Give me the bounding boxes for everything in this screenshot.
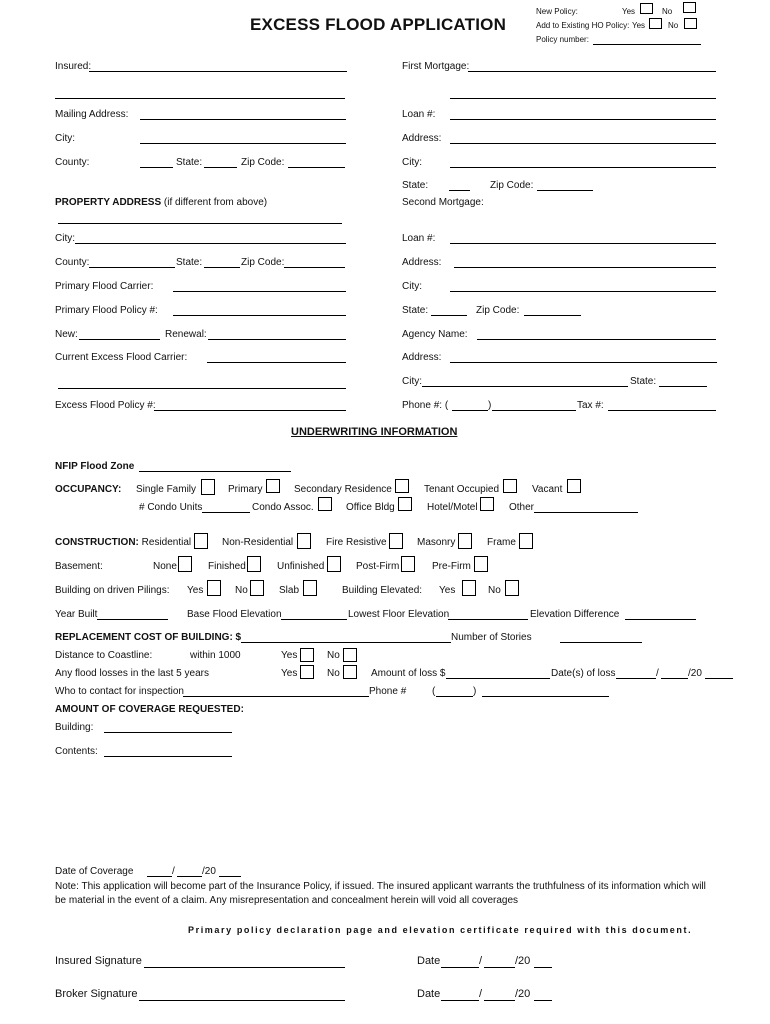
first-mortgage-field[interactable] (468, 59, 716, 72)
replacement-cost-label: REPLACEMENT COST OF BUILDING: $ (55, 632, 242, 643)
flood-losses-label: Any flood losses in the last 5 years (55, 668, 209, 679)
second-mortgage-zip-label: Zip Code: (476, 305, 520, 316)
construction-label: CONSTRUCTION: Residential (55, 537, 192, 548)
insured-line2-field[interactable] (55, 86, 345, 99)
year-built-label: Year Built (55, 609, 98, 620)
first-mortgage-line2-field[interactable] (450, 86, 716, 99)
agency-fax-label: Tax #: (577, 400, 604, 411)
broker-signature-field[interactable] (139, 986, 345, 1001)
agency-state-field[interactable] (659, 374, 707, 387)
first-mortgage-state-field[interactable] (449, 178, 470, 191)
coverage-building-field[interactable] (104, 720, 232, 733)
new-policy-no-label: No (662, 7, 673, 16)
slab-label: Slab (279, 585, 300, 596)
elevated-label: Building Elevated: (342, 585, 423, 596)
excess-carrier-label: Current Excess Flood Carrier: (55, 352, 188, 363)
loss-year-prefix: /20 (688, 668, 702, 679)
insured-date-label: Date (417, 955, 441, 967)
loss-slash: / (656, 668, 659, 679)
replacement-cost-field[interactable] (241, 630, 451, 643)
date-coverage-label: Date of Coverage (55, 866, 134, 877)
property-state-field[interactable] (204, 255, 240, 268)
first-mortgage-address-label: Address: (402, 133, 442, 144)
new-field[interactable] (79, 327, 160, 340)
contact-phone-area-field[interactable] (436, 684, 473, 697)
occupancy-label: OCCUPANCY: (55, 484, 122, 495)
property-zip-field[interactable] (284, 255, 345, 268)
mailing-address-field[interactable] (140, 107, 346, 120)
broker-date-label: Date (417, 988, 441, 1000)
agency-name-label: Agency Name: (402, 329, 468, 340)
coverage-year-field[interactable] (219, 864, 241, 877)
insured-date-day-field[interactable] (484, 953, 515, 968)
insured-signature-label: Insured Signature (55, 955, 142, 967)
stories-field[interactable] (560, 630, 642, 643)
single-family-checkbox[interactable] (201, 479, 215, 495)
agency-name-field[interactable] (477, 327, 716, 340)
basement-finished-checkbox[interactable] (247, 556, 261, 572)
coverage-contents-label: Contents: (55, 746, 98, 757)
first-mortgage-state-label: State: (402, 180, 429, 191)
other-field[interactable] (534, 500, 638, 513)
note-line2: be material in the event of a claim. Any misrepresentation and concealment herein will void all coverages (55, 895, 519, 906)
fire-resistive-label: Fire Resistive (326, 537, 387, 548)
broker-date-slash: / (479, 988, 483, 1000)
insured-date-year-prefix: /20 (515, 955, 531, 967)
second-mortgage-state-label: State: (402, 305, 429, 316)
frame-checkbox[interactable] (519, 533, 533, 549)
condo-assoc-label: Condo Assoc. (252, 502, 314, 513)
contact-phone-paren-open: ( (432, 686, 436, 697)
agency-address-label: Address: (402, 352, 442, 363)
fire-resistive-checkbox[interactable] (389, 533, 403, 549)
coastline-label: Distance to Coastline: (55, 650, 153, 661)
excess-carrier-line2-field[interactable] (58, 376, 346, 389)
elevation-diff-field[interactable] (625, 607, 696, 620)
second-mortgage-address-field[interactable] (454, 255, 716, 268)
hotel-motel-label: Hotel/Motel (427, 502, 478, 513)
agency-phone-field[interactable] (492, 398, 576, 411)
excess-carrier-field[interactable] (207, 350, 346, 363)
new-label: New: (55, 329, 78, 340)
second-mortgage-city-field[interactable] (450, 279, 716, 292)
coverage-year-prefix: /20 (202, 866, 216, 877)
add-existing-no-checkbox[interactable] (684, 18, 697, 29)
property-state-label: State: (176, 257, 203, 268)
post-firm-checkbox[interactable] (401, 556, 415, 572)
coastline-yes-label: Yes (281, 650, 298, 661)
insured-city-field[interactable] (140, 131, 346, 144)
property-city-field[interactable] (75, 231, 346, 244)
agency-city-label: City: (402, 376, 422, 387)
lowest-floor-label: Lowest Floor Elevation (348, 609, 450, 620)
contact-phone-paren-close: ) (473, 686, 477, 697)
condo-units-field[interactable] (202, 500, 250, 513)
pilings-yes-label: Yes (187, 585, 204, 596)
second-mortgage-address-label: Address: (402, 257, 442, 268)
elevated-no-label: No (488, 585, 501, 596)
second-mortgage-state-field[interactable] (431, 303, 467, 316)
insured-zip-label: Zip Code: (241, 157, 285, 168)
basement-unfinished-label: Unfinished (277, 561, 325, 572)
non-residential-checkbox[interactable] (297, 533, 311, 549)
pilings-no-checkbox[interactable] (250, 580, 264, 596)
year-built-field[interactable] (97, 607, 168, 620)
add-existing-no-label: No (668, 21, 679, 30)
property-county-label: County: (55, 257, 90, 268)
insured-state-field[interactable] (204, 155, 237, 168)
insured-zip-field[interactable] (288, 155, 345, 168)
insured-county-label: County: (55, 157, 90, 168)
contact-field[interactable] (183, 684, 369, 697)
tenant-occupied-label: Tenant Occupied (424, 484, 500, 495)
stories-label: Number of Stories (451, 632, 532, 643)
nfip-label: NFIP Flood Zone (55, 461, 135, 472)
insured-date-year-field[interactable] (534, 953, 552, 968)
second-loan-field[interactable] (450, 231, 716, 244)
new-policy-no-checkbox[interactable] (683, 2, 696, 13)
coastline-no-label: No (327, 650, 340, 661)
contact-phone-field[interactable] (482, 684, 609, 697)
other-label: Other (509, 502, 535, 513)
agency-address-field[interactable] (450, 350, 717, 363)
pre-firm-label: Pre-Firm (432, 561, 471, 572)
lowest-floor-field[interactable] (448, 607, 528, 620)
broker-date-year-prefix: /20 (515, 988, 531, 1000)
insured-state-label: State: (176, 157, 203, 168)
new-policy-yes-label: Yes (622, 7, 636, 16)
elevated-yes-label: Yes (439, 585, 456, 596)
first-mortgage-address-field[interactable] (450, 131, 716, 144)
broker-date-month-field[interactable] (441, 986, 479, 1001)
loss-year-field[interactable] (705, 666, 733, 679)
excess-policy-label: Excess Flood Policy #: (55, 400, 156, 411)
condo-units-label: # Condo Units (139, 502, 203, 513)
residential-checkbox[interactable] (194, 533, 208, 549)
dates-loss-label: Date(s) of loss (551, 668, 616, 679)
nfip-zone-field[interactable] (139, 459, 291, 472)
second-mortgage-label: Second Mortgage: (402, 197, 484, 208)
note-line1: Note: This application will become part of the Insurance Policy, if issued. The insured applicant warrants the truthfulness of its information which will (55, 881, 706, 892)
renewal-label: Renewal: (165, 329, 207, 340)
coastline-yes-checkbox[interactable] (300, 648, 314, 662)
base-flood-field[interactable] (281, 607, 347, 620)
secondary-residence-label: Secondary Residence (294, 484, 392, 495)
broker-signature-label: Broker Signature (55, 988, 138, 1000)
required-docs-notice: Primary policy declaration page and elevation certificate required with this document. (188, 925, 693, 935)
primary-checkbox[interactable] (266, 479, 280, 493)
elevation-diff-label: Elevation Difference (530, 609, 620, 620)
basement-finished-label: Finished (208, 561, 246, 572)
masonry-checkbox[interactable] (458, 533, 472, 549)
coverage-day-field[interactable] (177, 864, 202, 877)
contact-phone-label: Phone # (369, 686, 407, 697)
underwriting-heading: UNDERWRITING INFORMATION (291, 426, 458, 438)
losses-yes-checkbox[interactable] (300, 665, 314, 679)
property-address-field[interactable] (58, 211, 342, 224)
loss-day-field[interactable] (661, 666, 688, 679)
within-1000-label: within 1000 (190, 650, 241, 661)
basement-unfinished-checkbox[interactable] (327, 556, 341, 572)
agency-city-field[interactable] (422, 374, 628, 387)
contact-label: Who to contact for inspection (55, 686, 184, 697)
elevated-yes-checkbox[interactable] (462, 580, 476, 596)
vacant-label: Vacant (532, 484, 563, 495)
coverage-heading: AMOUNT OF COVERAGE REQUESTED: (55, 704, 244, 715)
pre-firm-checkbox[interactable] (474, 556, 488, 572)
basement-label: Basement: (55, 561, 103, 572)
amount-loss-field[interactable] (446, 666, 550, 679)
amount-loss-label: Amount of loss $ (371, 668, 446, 679)
losses-no-checkbox[interactable] (343, 665, 357, 679)
primary-label: Primary (228, 484, 263, 495)
insured-county-field[interactable] (140, 155, 173, 168)
pilings-label: Building on driven Pilings: (55, 585, 170, 596)
agency-state-label: State: (630, 376, 657, 387)
primary-policy-label: Primary Flood Policy #: (55, 305, 158, 316)
first-mortgage-zip-field[interactable] (537, 178, 593, 191)
primary-carrier-label: Primary Flood Carrier: (55, 281, 154, 292)
primary-policy-field[interactable] (173, 303, 346, 316)
condo-assoc-checkbox[interactable] (318, 497, 332, 511)
first-mortgage-zip-label: Zip Code: (490, 180, 534, 191)
policy-number-field[interactable] (593, 32, 701, 45)
agency-phone-paren: ) (488, 400, 492, 411)
add-existing-yes-checkbox[interactable] (649, 18, 662, 29)
mailing-address-label: Mailing Address: (55, 109, 129, 120)
second-mortgage-zip-field[interactable] (524, 303, 581, 316)
basement-none-label: None (153, 561, 177, 572)
add-existing-yes-label: Yes (632, 21, 646, 30)
agency-fax-field[interactable] (608, 398, 716, 411)
add-existing-label: Add to Existing HO Policy: (536, 21, 630, 30)
tenant-occupied-checkbox[interactable] (503, 479, 517, 493)
secondary-residence-checkbox[interactable] (395, 479, 409, 493)
insured-signature-field[interactable] (144, 953, 345, 968)
pilings-no-label: No (235, 585, 248, 596)
slab-checkbox[interactable] (303, 580, 317, 596)
non-residential-label: Non-Residential (222, 537, 294, 548)
agency-phone-area-field[interactable] (452, 398, 488, 411)
insured-field[interactable] (89, 59, 347, 72)
insured-label: Insured: (55, 61, 92, 72)
vacant-checkbox[interactable] (567, 479, 581, 493)
post-firm-label: Post-Firm (356, 561, 400, 572)
first-mortgage-city-label: City: (402, 157, 422, 168)
excess-policy-field[interactable] (154, 398, 346, 411)
single-family-label: Single Family (136, 484, 197, 495)
frame-label: Frame (487, 537, 516, 548)
form-title: EXCESS FLOOD APPLICATION (250, 15, 507, 34)
base-flood-label: Base Flood Elevation (187, 609, 282, 620)
masonry-label: Masonry (417, 537, 456, 548)
coastline-no-checkbox[interactable] (343, 648, 357, 662)
coverage-slash: / (172, 866, 175, 877)
broker-date-year-field[interactable] (534, 986, 552, 1001)
hotel-motel-checkbox[interactable] (480, 497, 494, 511)
insured-city-label: City: (55, 133, 75, 144)
losses-yes-label: Yes (281, 668, 298, 679)
coverage-month-field[interactable] (147, 864, 172, 877)
property-city-label: City: (55, 233, 75, 244)
primary-carrier-field[interactable] (173, 279, 346, 292)
first-mortgage-label: First Mortgage: (402, 61, 470, 72)
new-policy-label: New Policy: (536, 7, 578, 16)
loss-month-field[interactable] (616, 666, 656, 679)
first-mortgage-city-field[interactable] (450, 155, 716, 168)
renewal-field[interactable] (208, 327, 346, 340)
insured-date-month-field[interactable] (441, 953, 479, 968)
office-bldg-label: Office Bldg (346, 502, 395, 513)
basement-none-checkbox[interactable] (178, 556, 192, 572)
coverage-building-label: Building: (55, 722, 94, 733)
new-policy-yes-checkbox[interactable] (640, 3, 653, 14)
losses-no-label: No (327, 668, 340, 679)
second-mortgage-city-label: City: (402, 281, 422, 292)
broker-date-day-field[interactable] (484, 986, 515, 1001)
insured-date-slash: / (479, 955, 483, 967)
property-zip-label: Zip Code: (241, 257, 285, 268)
second-loan-label: Loan #: (402, 233, 436, 244)
pilings-yes-checkbox[interactable] (207, 580, 221, 596)
office-bldg-checkbox[interactable] (398, 497, 412, 511)
first-loan-label: Loan #: (402, 109, 436, 120)
agency-phone-label: Phone #: ( (402, 400, 449, 411)
property-address-heading: PROPERTY ADDRESS (if different from above) (55, 197, 268, 208)
elevated-no-checkbox[interactable] (505, 580, 519, 596)
property-county-field[interactable] (89, 255, 175, 268)
first-loan-field[interactable] (450, 107, 716, 120)
policy-number-label: Policy number: (536, 35, 589, 44)
coverage-contents-field[interactable] (104, 744, 232, 757)
